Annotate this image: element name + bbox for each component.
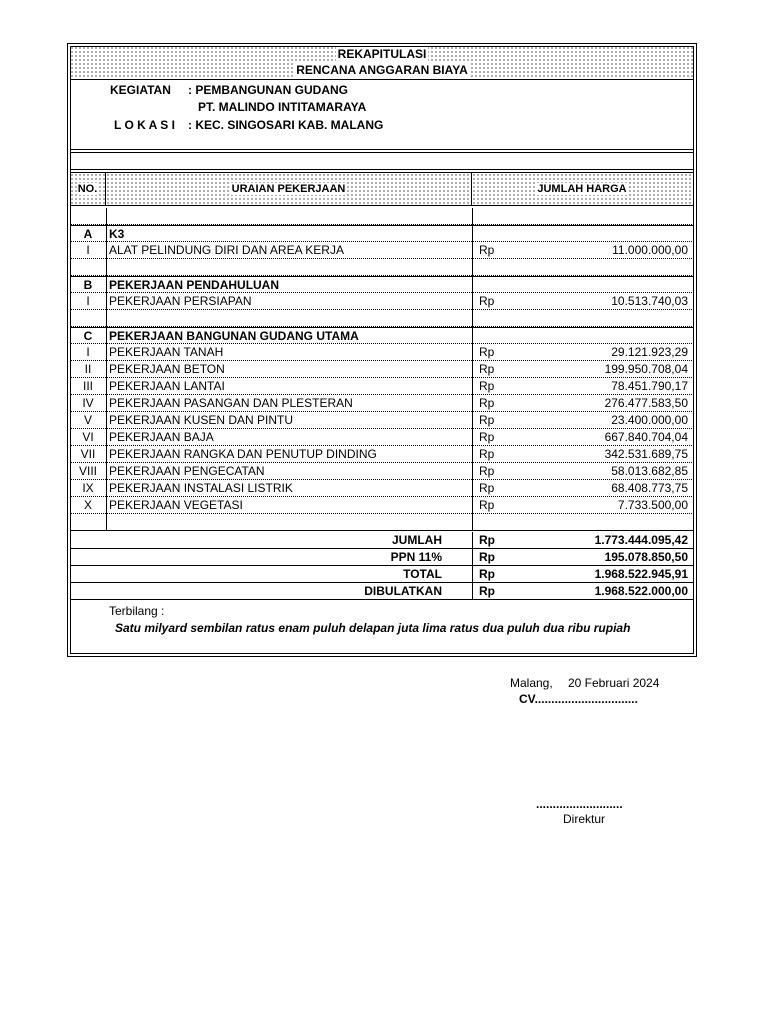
table-row [70, 412, 694, 429]
summary-currency: Rp [479, 567, 495, 581]
signature-date: 20 Februari 2024 [568, 676, 660, 690]
item-currency: Rp [479, 243, 495, 257]
item-amount: 7.733.500,00 [617, 498, 688, 512]
column-divider [472, 532, 473, 600]
lokasi-value: : KEC. SINGOSARI KAB. MALANG [188, 118, 384, 132]
section-title: PEKERJAAN PENDAHULUAN [109, 278, 280, 292]
item-currency: Rp [479, 464, 495, 478]
column-jumlah: JUMLAH HARGA [472, 173, 692, 205]
column-divider [106, 208, 107, 531]
item-number: IX [82, 481, 94, 495]
kegiatan-value: : PEMBANGUNAN GUDANG [188, 83, 348, 97]
document-title: REKAPITULASI [337, 47, 427, 61]
item-number: V [83, 413, 92, 427]
item-amount: 276.477.583,50 [604, 396, 688, 410]
summary-label: TOTAL [403, 567, 442, 581]
item-currency: Rp [479, 294, 495, 308]
item-amount: 10.513.740,03 [611, 294, 688, 308]
column-uraian: URAIAN PEKERJAAN [106, 173, 472, 205]
table-row [70, 242, 694, 259]
item-currency: Rp [479, 430, 495, 444]
table-row [70, 293, 694, 310]
summary-amount: 1.968.522.000,00 [594, 584, 688, 598]
summary-row [70, 583, 694, 600]
section-title: PEKERJAAN BANGUNAN GUDANG UTAMA [109, 329, 359, 343]
item-amount: 199.950.708,04 [604, 362, 688, 376]
item-currency: Rp [479, 447, 495, 461]
company-name: PT. MALINDO INTITAMARAYA [198, 100, 367, 114]
section-title: K3 [109, 227, 125, 241]
item-amount: 667.840.704,04 [604, 430, 688, 444]
summary-row [70, 566, 694, 583]
item-description: PEKERJAAN PENGECATAN [109, 464, 265, 478]
signature-company: CV............................... [519, 692, 638, 706]
table-row [70, 395, 694, 412]
table-header [70, 172, 694, 206]
summary-amount: 1.773.444.095,42 [594, 533, 688, 547]
section-code: C [83, 329, 93, 343]
item-description: PEKERJAAN BETON [109, 362, 225, 376]
table-row [70, 463, 694, 480]
item-amount: 29.121.923,29 [611, 345, 688, 359]
item-currency: Rp [479, 498, 495, 512]
item-description: PEKERJAAN INSTALASI LISTRIK [109, 481, 293, 495]
item-description: PEKERJAAN VEGETASI [109, 498, 243, 512]
section-row [70, 276, 694, 293]
table-row [70, 378, 694, 395]
item-number: II [84, 362, 92, 376]
item-description: ALAT PELINDUNG DIRI DAN AREA KERJA [109, 243, 344, 257]
item-description: PEKERJAAN PERSIAPAN [109, 294, 252, 308]
table-row [70, 208, 694, 225]
item-number: VIII [78, 464, 97, 478]
item-number: VI [82, 430, 94, 444]
summary-row [70, 549, 694, 566]
item-description: PEKERJAAN PASANGAN DAN PLESTERAN [109, 396, 353, 410]
summary-label: DIBULATKAN [364, 584, 442, 598]
item-currency: Rp [479, 413, 495, 427]
item-currency: Rp [479, 396, 495, 410]
section-code: B [83, 278, 93, 292]
item-number: X [83, 498, 92, 512]
table-row [70, 497, 694, 514]
item-amount: 23.400.000,00 [611, 413, 688, 427]
item-number: VII [80, 447, 96, 461]
item-currency: Rp [479, 379, 495, 393]
summary-amount: 195.078.850,50 [604, 550, 688, 564]
item-amount: 58.013.682,85 [611, 464, 688, 478]
item-number: I [86, 345, 90, 359]
item-description: PEKERJAAN KUSEN DAN PINTU [109, 413, 294, 427]
summary-currency: Rp [479, 584, 495, 598]
spacer-row [70, 259, 694, 276]
item-amount: 78.451.790,17 [611, 379, 688, 393]
item-currency: Rp [479, 362, 495, 376]
section-row [70, 225, 694, 242]
summary-row [70, 532, 694, 549]
table-row [70, 344, 694, 361]
terbilang-label: Terbilang : [109, 604, 165, 618]
item-description: PEKERJAAN TANAH [109, 345, 224, 359]
table-row [70, 446, 694, 463]
item-description: PEKERJAAN LANTAI [109, 379, 225, 393]
signature-city: Malang, [510, 676, 553, 690]
title-band [70, 46, 694, 80]
item-amount: 11.000.000,00 [612, 243, 688, 257]
item-currency: Rp [479, 345, 495, 359]
summary-amount: 1.968.522.945,91 [594, 567, 688, 581]
item-currency: Rp [479, 481, 495, 495]
summary-label: JUMLAH [392, 533, 442, 547]
spacer-row [70, 514, 694, 531]
summary-label: PPN 11% [390, 550, 442, 564]
summary-currency: Rp [479, 533, 495, 547]
item-number: I [86, 243, 90, 257]
table-row [70, 429, 694, 446]
column-divider [472, 208, 473, 531]
item-number: III [82, 379, 93, 393]
column-no: NO. [70, 173, 106, 205]
signature-role: Direktur [563, 812, 606, 826]
section-code: A [83, 227, 93, 241]
item-number: I [86, 294, 90, 308]
kegiatan-label: KEGIATAN [110, 83, 171, 97]
section-row [70, 327, 694, 344]
project-info [70, 80, 694, 150]
signature-name-line: .......................... [536, 797, 623, 811]
terbilang-text: Satu milyard sembilan ratus enam puluh delapan juta lima ratus dua puluh dua ribu rupiah [115, 621, 631, 635]
spacer-row [70, 310, 694, 327]
item-description: PEKERJAAN BAJA [109, 430, 214, 444]
item-description: PEKERJAAN RANGKA DAN PENUTUP DINDING [109, 447, 377, 461]
lokasi-label: L O K A S I [114, 118, 175, 132]
summary-currency: Rp [479, 550, 495, 564]
document-subtitle: RENCANA ANGGARAN BIAYA [296, 63, 468, 77]
spacer-row [70, 152, 694, 170]
item-amount: 68.408.773,75 [611, 481, 688, 495]
table-row [70, 361, 694, 378]
item-number: IV [82, 396, 94, 410]
table-row [70, 480, 694, 497]
item-amount: 342.531.689,75 [604, 447, 688, 461]
